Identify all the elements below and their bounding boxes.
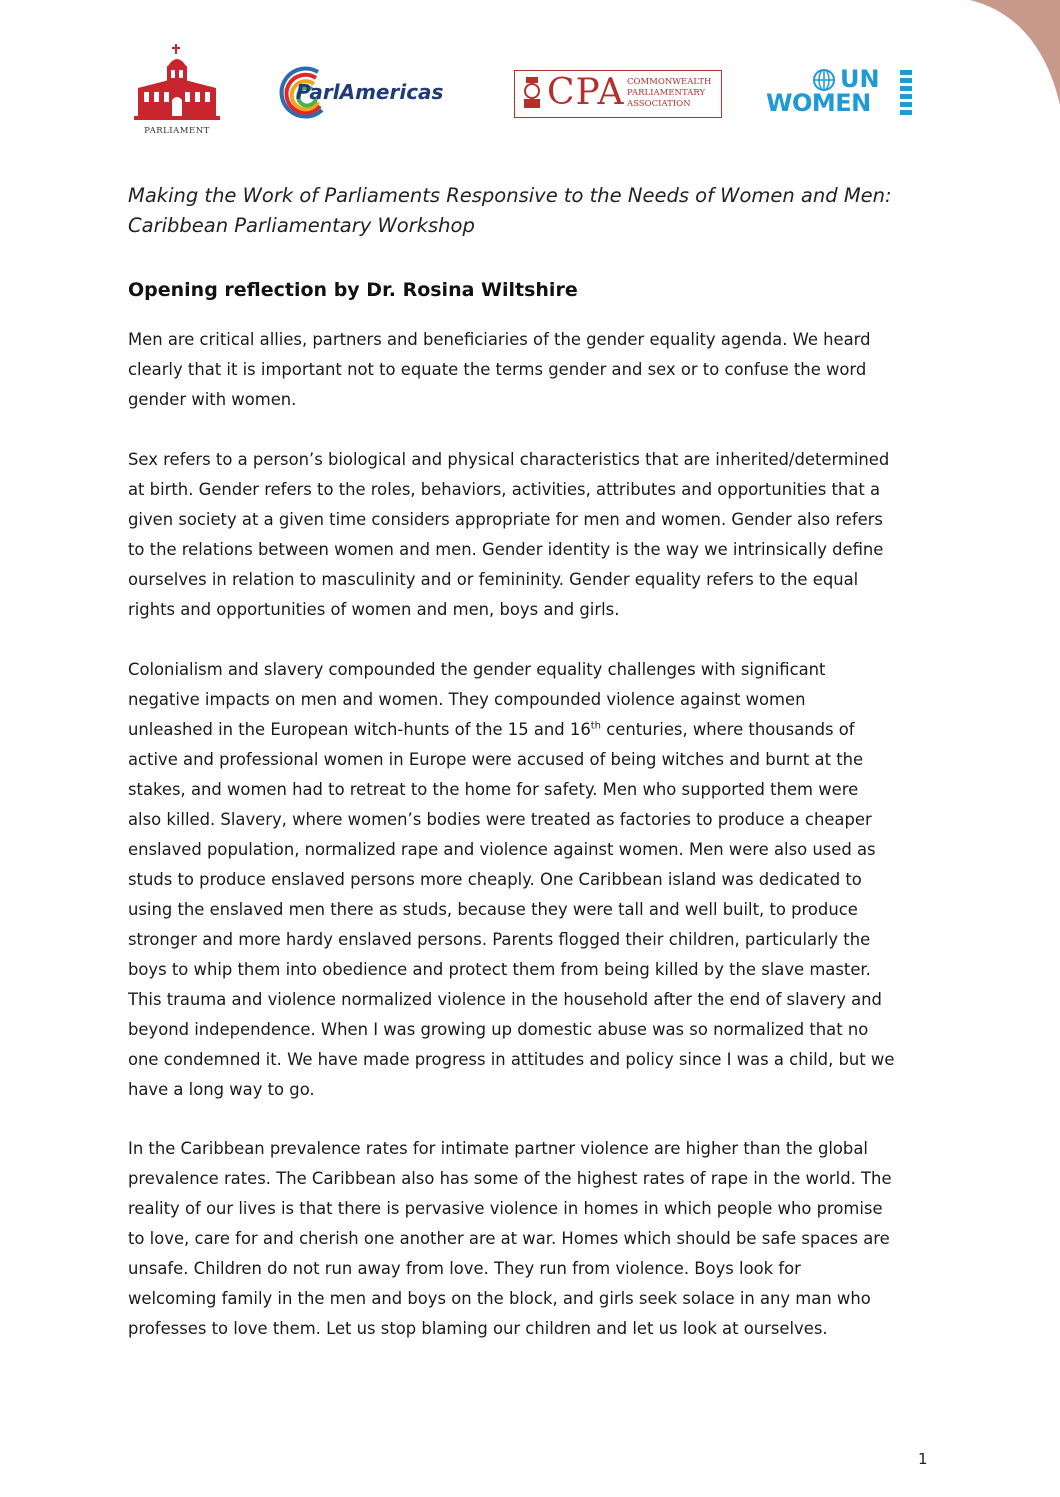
- parlamericas-wordmark: ParlAmericas: [296, 80, 444, 104]
- paragraph-line: gender with women.: [128, 390, 297, 409]
- parliament-logo: [134, 44, 220, 136]
- paragraph-3: [128, 655, 934, 1105]
- title-line-1: Making the Work of Parliaments Responsive to the Needs of Women and Men:: [128, 184, 892, 207]
- paragraph-line: In the Caribbean prevalence rates for intimate partner violence are higher than the global: [128, 1139, 868, 1158]
- superscript: th: [590, 720, 602, 732]
- paragraph-line: prevalence rates. The Caribbean also has some of the highest rates of rape in the world. The: [128, 1169, 892, 1188]
- paragraph-line: reality of our lives is that there is pervasive violence in homes in which people who promise: [128, 1199, 883, 1218]
- paragraph-line: ourselves in relation to masculinity and or femininity. Gender equality refers to the equal: [128, 570, 859, 589]
- unwomen-logo: [766, 65, 916, 118]
- paragraph-line: Men are critical allies, partners and beneficiaries of the gender equality agenda. We heard: [128, 330, 871, 349]
- paragraph-4: [128, 1134, 934, 1344]
- paragraph-line: rights and opportunities of women and men, boys and girls.: [128, 600, 620, 619]
- document-title: [128, 181, 948, 241]
- logo-bar: [0, 0, 1060, 150]
- paragraph-line: have a long way to go.: [128, 1080, 315, 1099]
- paragraph-line: negative impacts on men and women. They compounded violence against women: [128, 690, 806, 709]
- paragraph-line-with-superscript: [128, 715, 934, 745]
- paragraph-line: clearly that it is important not to equate the terms gender and sex or to confuse the word: [128, 360, 867, 379]
- cpa-crest-icon: [520, 75, 544, 111]
- paragraph-line: at birth. Gender refers to the roles, behaviors, activities, attributes and opportunities that a: [128, 480, 881, 499]
- paragraph-line: one condemned it. We have made progress in attitudes and policy since I was a child, but we: [128, 1050, 895, 1069]
- paragraph-line: Sex refers to a person’s biological and physical characteristics that are inherited/determined: [128, 450, 890, 469]
- line-text-tail: centuries, where thousands of: [601, 720, 855, 739]
- paragraph-line: unsafe. Children do not run away from love. They run from violence. Boys look for: [128, 1259, 801, 1278]
- paragraph-line: Colonialism and slavery compounded the gender equality challenges with significant: [128, 660, 826, 679]
- cpa-line3: ASSOCIATION: [627, 99, 691, 109]
- cpa-line2: PARLIAMENTARY: [627, 88, 706, 98]
- paragraph-line: welcoming family in the men and boys on the block, and girls seek solace in any man who: [128, 1289, 871, 1308]
- un-stripes-icon: [900, 70, 912, 116]
- paragraph-line: studs to produce enslaved persons more cheaply. One Caribbean island was dedicated to: [128, 870, 862, 889]
- cpa-full-name: [627, 77, 711, 110]
- paragraph-line: also killed. Slavery, where women’s bodies were treated as factories to produce a cheaper: [128, 810, 872, 829]
- paragraph-line: beyond independence. When I was growing up domestic abuse was so normalized that no: [128, 1020, 869, 1039]
- line-text: unleashed in the European witch-hunts of the 15 and 16: [128, 720, 591, 739]
- paragraph-2: [128, 445, 934, 625]
- paragraph-line: given society at a given time considers appropriate for men and women. Gender also refers: [128, 510, 883, 529]
- paragraph-line: stronger and more hardy enslaved persons. Parents flogged their children, particularly the: [128, 930, 871, 949]
- paragraph-line: active and professional women in Europe were accused of being witches and burnt at the: [128, 750, 864, 769]
- parliament-logo-text: PARLIAMENT: [144, 126, 210, 136]
- section-heading: Opening reflection by Dr. Rosina Wiltshire: [128, 279, 578, 301]
- parlamericas-logo: [272, 62, 472, 122]
- women-wordmark: WOMEN: [766, 89, 871, 117]
- paragraph-line: This trauma and violence normalized violence in the household after the end of slavery and: [128, 990, 882, 1009]
- cpa-acronym: CPA: [547, 72, 625, 113]
- cpa-line1: COMMONWEALTH: [627, 77, 712, 87]
- paragraph-1: [128, 325, 934, 415]
- paragraph-line: stakes, and women had to retreat to the home for safety. Men who supported them were: [128, 780, 859, 799]
- paragraph-line: boys to whip them into obedience and protect them from being killed by the slave master.: [128, 960, 871, 979]
- paragraph-line: professes to love them. Let us stop blaming our children and let us look at ourselves.: [128, 1319, 828, 1338]
- paragraph-line: to love, care for and cherish one another are at war. Homes which should be safe spaces are: [128, 1229, 890, 1248]
- un-wordmark: UN: [840, 65, 880, 93]
- cpa-logo: [514, 70, 722, 118]
- paragraph-line: enslaved population, normalized rape and violence against women. Men were also used as: [128, 840, 876, 859]
- paragraph-line: using the enslaved men there as studs, because they were tall and well built, to produce: [128, 900, 858, 919]
- page-number: 1: [918, 1450, 928, 1468]
- title-line-2: Caribbean Parliamentary Workshop: [128, 214, 475, 237]
- paragraph-line: to the relations between women and men. Gender identity is the way we intrinsically define: [128, 540, 884, 559]
- parliament-building-icon: [134, 44, 220, 122]
